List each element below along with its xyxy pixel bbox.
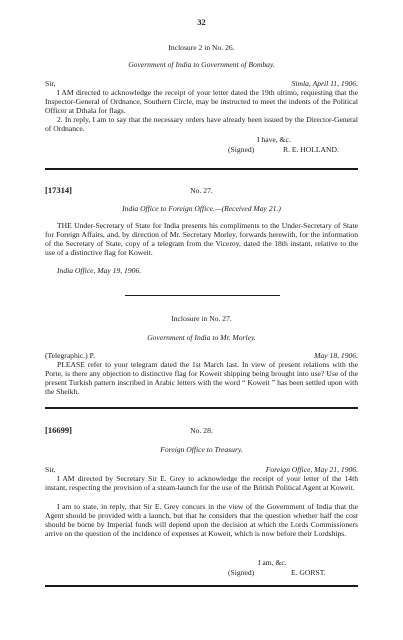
document-page [45,0,358,640]
salutation: Sir, [45,465,56,474]
paragraph: I AM directed to acknowledge the receipt of your letter dated the 19th ultimo, requesting that the Inspector-General of Ordnance, Southern Circle, may be instructed to meet the indents of the Political Officer at Dthala for flags. [45,88,358,116]
section-divider [45,585,358,587]
inclosure-heading: Inclosure in No. 27. [171,314,232,323]
salutation-row [45,465,358,474]
page-number: 32 [197,17,206,27]
letter-subheading: Government of India to Mr. Morley. [147,333,256,342]
dateline: Simla, April 11, 1906. [291,79,358,88]
letter-subheading: Foreign Office to Treasury. [160,445,243,454]
document-number: No. 28. [190,426,213,435]
dateline: May 18, 1906. [314,351,358,360]
document-number: No. 27. [190,186,213,195]
paragraph: I AM directed by Secretary Sir E. Grey to acknowledge the receipt of your letter of the 14th instant, respecting the provision of a steam-launch for the use of the British Political Agent at Koweit. [45,474,358,493]
salutation: Sir, [45,79,56,88]
closing: I am, &c. [258,558,287,567]
place-date: India Office, May 19, 1906. [57,266,142,275]
paragraph: THE Under-Secretary of State for India presents his compliments to the Under-Secretary of State for Foreign Affairs, and, by direction of Mr. Secretary Morley, forwards herewith, for the information of the Secretary of State, copy of a telegram from the Viceroy, dated the 18th instant, relative to the use of a distinctive flag for Koweit. [45,221,358,258]
letter-subheading: Government of India to Government of Bombay. [128,60,275,69]
inclosure-heading: Inclosure 2 in No. 26. [168,43,235,52]
paragraph: 2. In reply, I am to say that the necessary orders have already been issued by the Director-General of Ordnance. [45,115,358,134]
signatory: R. E. HOLLAND. [283,145,339,154]
telegraphic-label: (Telegraphic.) P. [45,351,95,360]
section-divider [45,168,358,170]
short-divider [125,295,280,296]
reference-number: [16699] [45,425,72,435]
telegraph-row [45,351,358,360]
signed-label: (Signed) [228,568,255,577]
salutation-row [45,79,358,88]
letter-subheading: India Office to Foreign Office.—(Received May 21.) [122,204,281,213]
section-divider [45,407,358,409]
dateline: Foreign Office, May 21, 1906. [265,465,358,474]
signatory: E. GORST. [291,568,326,577]
reference-number: [17314] [45,185,72,195]
paragraph: PLEASE refer to your telegram dated the 1st March last. In view of present relations with the Porte, is there any objection to distinctive flag for Koweit shipping being brought into use? Use of the present Turkish pattern inscribed in Arabic letters with the word “ Koweit ” has been settled upon with the Sheikh. [45,360,358,397]
paragraph: I am to state, in reply, that Sir E. Grey concurs in the view of the Government of India that the Agent should be provided with a launch, but that he considers that the question whether half the cost should be borne by Imperial funds will depend upon the decision at which the Lords Commissioners arrive on the question of the incidence of expenses at Koweit, which is now before their Lordships. [45,502,358,539]
closing: I have, &c. [257,135,291,144]
signed-label: (Signed) [228,145,255,154]
